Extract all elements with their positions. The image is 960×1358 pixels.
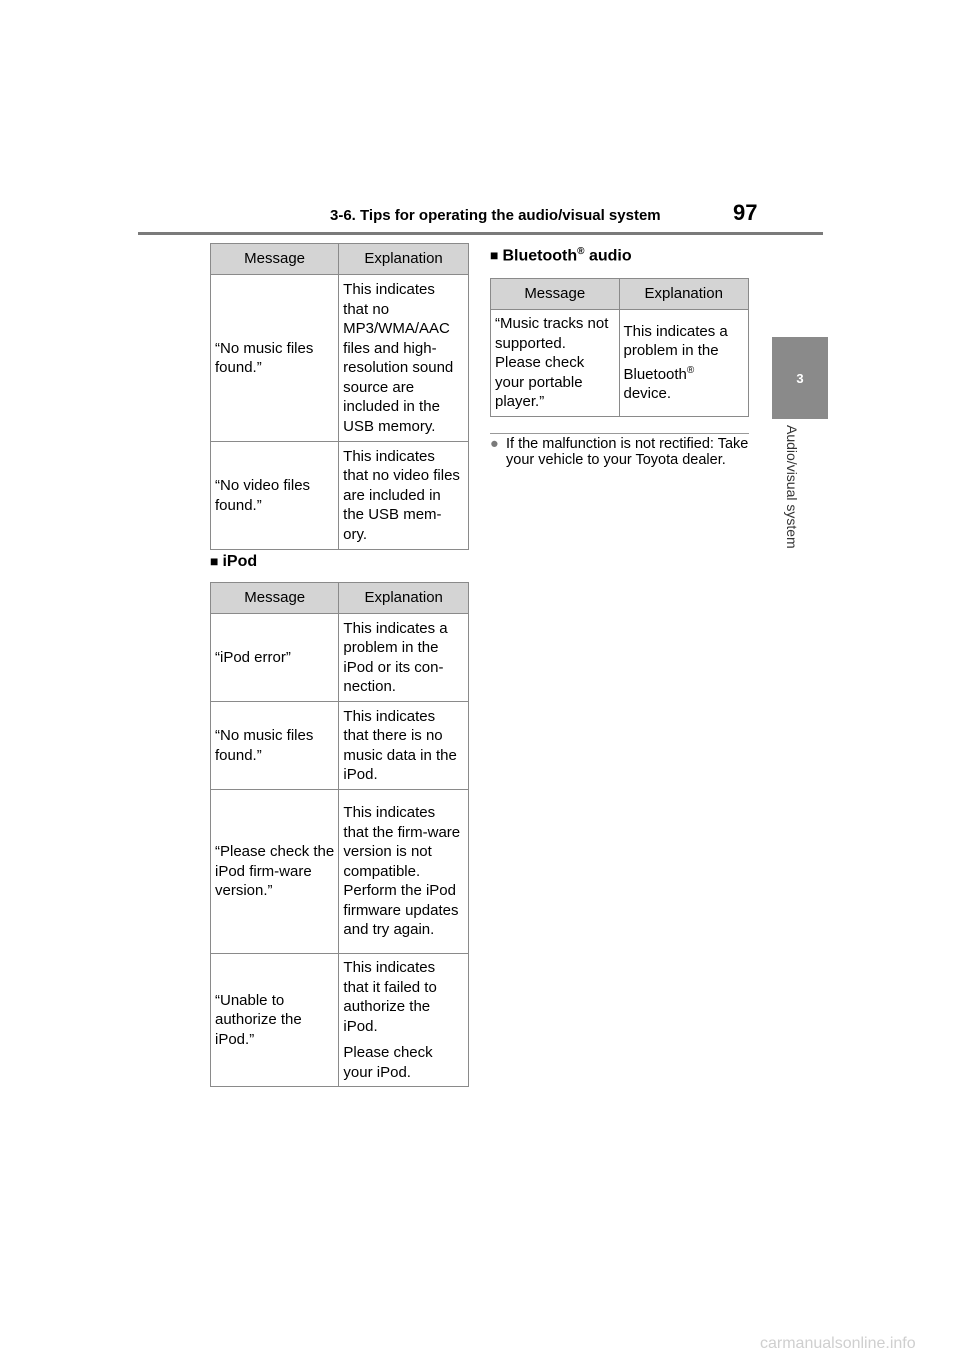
table-row [211, 702, 469, 790]
message-cell: “Music tracks not supported. Please check your portable player.” [491, 310, 620, 417]
section-heading-text: Bluetooth [502, 247, 578, 265]
column-header-explanation: Explanation [339, 244, 469, 275]
explanation-cell: This indicates a problem in the Bluetooth® device. [619, 310, 749, 417]
bluetooth-message-table [490, 278, 749, 417]
square-bullet-icon: ■ [210, 553, 219, 569]
explanation-cell: This indicates that there is no music data in the iPod. [339, 702, 469, 790]
column-header-message: Message [211, 583, 339, 614]
table-row [211, 790, 469, 954]
column-header-message: Message [491, 279, 620, 310]
explanation-cell: This indicates a problem in the iPod or its con-nection. [339, 614, 469, 702]
registered-mark: ® [686, 364, 695, 376]
column-header-message: Message [211, 244, 339, 275]
section-heading-ipod [210, 553, 257, 571]
section-heading-bluetooth [490, 246, 632, 265]
note-text: If the malfunction is not rectified: Take your vehicle to your Toyota dealer. [506, 436, 749, 468]
explanation-cell: This indicates that it failed to authorize the iPod. Please check your iPod. [339, 954, 469, 1087]
message-cell: “No music files found.” [211, 702, 339, 790]
explanation-cell: This indicates that the firm-ware version is not compatible. Perform the iPod firmware updates and try again. [339, 790, 469, 954]
note-divider [490, 433, 749, 434]
table-row [211, 275, 469, 442]
usb-message-table [210, 243, 469, 550]
chapter-tab [772, 337, 828, 419]
header-rule [138, 232, 823, 235]
chapter-number: 3 [796, 370, 804, 386]
column-header-explanation: Explanation [619, 279, 749, 310]
message-cell: “iPod error” [211, 614, 339, 702]
table-row [211, 614, 469, 702]
explanation-cell: This indicates that no video files are included in the USB mem-ory. [339, 442, 469, 550]
registered-mark: ® [577, 246, 585, 257]
table-row [211, 442, 469, 550]
column-header-explanation: Explanation [339, 583, 469, 614]
message-cell: “Please check the iPod firm-ware version.” [211, 790, 339, 954]
message-cell: “No music files found.” [211, 275, 339, 442]
message-cell: “No video files found.” [211, 442, 339, 550]
page-header-title: 3-6. Tips for operating the audio/visual system [330, 207, 661, 224]
explanation-cell: This indicates that no MP3/WMA/AAC files and high-resolution sound source are included in the USB memory. [339, 275, 469, 442]
chapter-label: Audio/visual system [784, 425, 800, 549]
message-cell: “Unable to authorize the iPod.” [211, 954, 339, 1087]
section-heading-suffix: audio [584, 247, 632, 265]
page-number: 97 [733, 200, 758, 225]
circle-bullet-icon: ● [490, 436, 499, 452]
footer-watermark: carmanualsonline.info [760, 1335, 916, 1352]
square-bullet-icon: ■ [490, 247, 499, 264]
table-row [491, 310, 749, 417]
table-row [211, 954, 469, 1087]
section-heading-text: iPod [222, 553, 258, 570]
ipod-message-table [210, 582, 469, 1087]
note [490, 436, 752, 468]
